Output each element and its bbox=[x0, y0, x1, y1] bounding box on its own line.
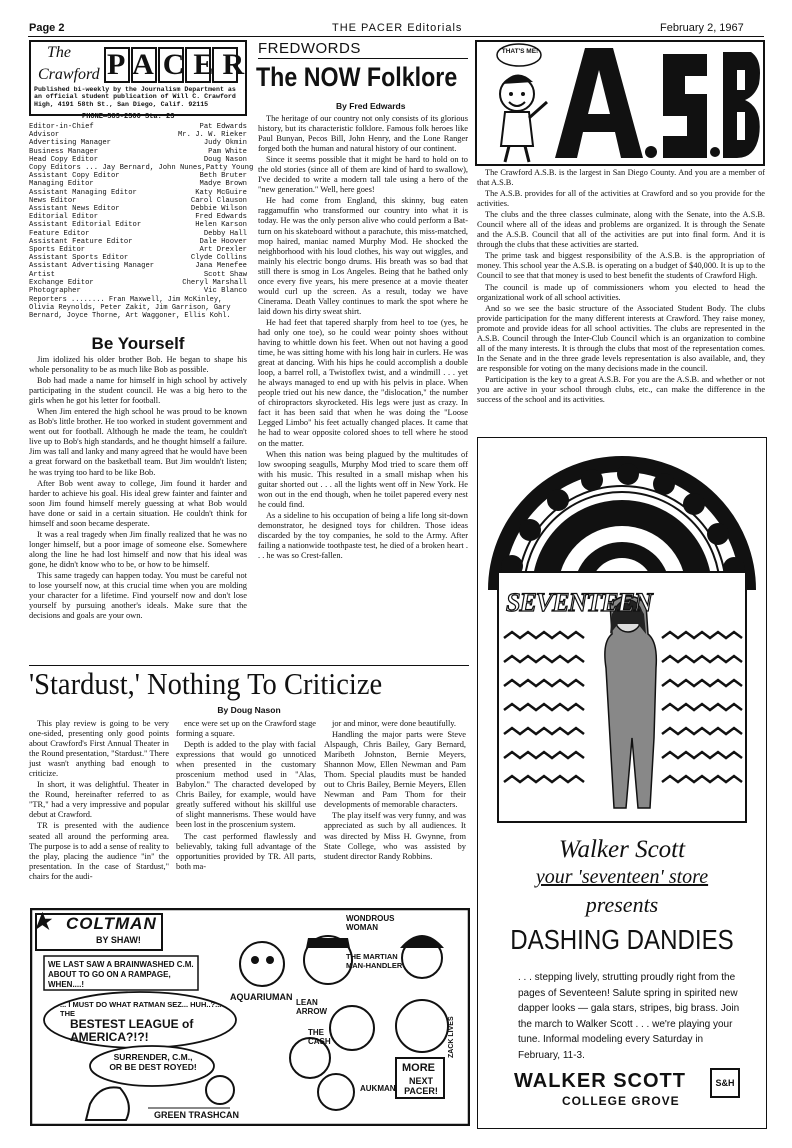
ad-your-store: your 'seventeen' store bbox=[535, 866, 709, 888]
staff-name: Pam White bbox=[208, 147, 247, 156]
staff-row bbox=[29, 139, 247, 147]
staff-row bbox=[29, 279, 247, 287]
paragraph: It was a real tragedy when Jim finally realized that he was no longer himself, but a poor image of someone else. Somewhere along the line he had lost himself and now that his ideal was gone, he didn't know who to be, or how to be himself. bbox=[29, 529, 247, 569]
staff-role: Advertising Manager bbox=[29, 139, 111, 148]
staff-row bbox=[29, 148, 247, 156]
label-next: NEXT PACER! bbox=[404, 1076, 438, 1096]
staff-role: Exchange Editor bbox=[29, 278, 94, 287]
staff-role: Assistant Advertising Manager bbox=[29, 262, 155, 271]
walker-scott-ad bbox=[477, 437, 767, 1129]
staff-name: Art Drexler bbox=[199, 246, 247, 255]
staff-row bbox=[29, 189, 247, 197]
staff-row bbox=[29, 262, 247, 270]
coltman-cartoon bbox=[30, 908, 470, 1126]
staff-name: Fred Edwards bbox=[195, 213, 247, 222]
staff-role: Head Copy Editor bbox=[29, 155, 99, 164]
header-rule bbox=[28, 36, 764, 37]
staff-row bbox=[29, 123, 247, 131]
pacer-wordmark: PACER bbox=[107, 48, 254, 81]
staff-name: Jana Menefee bbox=[195, 262, 247, 271]
stardust-title: 'Stardust,' Nothing To Criticize bbox=[29, 666, 383, 701]
staff-role: Photographer bbox=[29, 287, 81, 296]
staff-role: Assistant Feature Editor bbox=[29, 237, 133, 246]
staff-role: Assistant Sports Editor bbox=[29, 254, 129, 263]
staff-role: News Editor bbox=[29, 196, 77, 205]
fredwords-kicker: FREDWORDS bbox=[258, 40, 361, 57]
staff-name: Cheryl Marshall bbox=[182, 278, 247, 287]
staff-name: Patty Young bbox=[205, 164, 254, 173]
staff-row bbox=[29, 221, 247, 229]
ad-store-name: WALKER SCOTT bbox=[514, 1070, 686, 1092]
staff-row bbox=[29, 205, 247, 213]
staff-name: Debbie Wilson bbox=[190, 205, 247, 214]
be-yourself-title: Be Yourself bbox=[91, 334, 185, 353]
staff-name: Vic Blanco bbox=[203, 287, 247, 296]
issue-date: February 2, 1967 bbox=[660, 22, 744, 34]
staff-name: Katy McGuire bbox=[195, 188, 247, 197]
cartoon-speech-1b: BESTEST LEAGUE of AMERICA?!?! bbox=[70, 1017, 194, 1044]
staff-name: Pat Edwards bbox=[199, 123, 247, 131]
paragraph: When this nation was being plagued by the multitudes of low swooping seagulls, Murphy Mod tried to scare them off with his music. This resulted in a small mishap when his guitar shorted out . . . all the lights went off in New York. He won out in the end though, when he toilet papered every nest he could find. bbox=[258, 449, 468, 509]
masthead-crawford: Crawford bbox=[38, 66, 100, 83]
staff-name: Scott Shaw bbox=[203, 270, 247, 279]
paragraph: Handling the major parts were Steve Alspaugh, Chris Bailey, Gary Bernard, Maribeth Johnston, Bernie Meyers, Shannon Mow, Ellen Newman and Pam Thom. Special plaudits must be handed out to Chris Bailey, Bernie Meyers, Ellen Newman and Pam Thom for their developments of memorable characters. bbox=[324, 730, 466, 810]
staff-name: Carol Clauson bbox=[190, 196, 247, 205]
staff-role: Assistant Managing Editor bbox=[29, 188, 137, 197]
paragraph: The cast performed flawlessly and believably, taking full advantage of the opportunities provided by TR. All parts, both ma- bbox=[176, 831, 316, 871]
paragraph: And so we see the basic structure of the Associated Student Body. The clubs provide participation for the many different interests at Crawford. They raise money, promote and provide ideas for all school activities. The clubs are represented in the A.S.B. Council through the Inter-Club Council which is an organization to combine all of the many interests. It is through the clubs that most of the representation comes. In the Senate and in the three grade levels representation is also available, and, they are responsible for voting on the many decisions made in the council. bbox=[477, 303, 765, 373]
stardust-col3 bbox=[324, 719, 466, 863]
asb-banner-art bbox=[475, 40, 765, 166]
paragraph: This same tragedy can happen today. You must be careful not to lose yourself now, at this crucial time when you are molding your character for a lifetime. Find yourself now and don't lose yourself by pursuing another's ideals. Make sure that the decisions and goals are your own. bbox=[29, 570, 247, 621]
cartoon-signature: ZACK LIVES bbox=[448, 1016, 455, 1058]
asb-body bbox=[477, 168, 765, 406]
staff-role: Artist bbox=[29, 270, 55, 279]
staff-row bbox=[29, 271, 247, 279]
ad-dashing-dandies: DASHING DANDIES bbox=[510, 924, 734, 955]
cartoon-title: COLTMAN bbox=[66, 914, 157, 933]
ad-magazine-logo: SEVENTEEN bbox=[506, 588, 652, 617]
staff-row bbox=[29, 197, 247, 205]
staff-name: Dale Hoover bbox=[199, 237, 247, 246]
paragraph: The council is made up of commissioners whom you elected to head the organizational work of all school activities. bbox=[477, 282, 765, 302]
staff-role: Managing Editor bbox=[29, 180, 94, 189]
fredwords-title: The NOW Folklore bbox=[256, 62, 458, 92]
label-aukman: AUKMAN bbox=[360, 1084, 396, 1093]
label-cash: THE CASH bbox=[308, 1028, 331, 1046]
fredwords-body bbox=[258, 114, 468, 562]
staff-role: Business Manager bbox=[29, 147, 99, 156]
masthead-the: The bbox=[47, 44, 71, 61]
staff-name: Helen Karson bbox=[195, 221, 247, 230]
staff-role: Sports Editor bbox=[29, 246, 86, 255]
paragraph: As a sideline to his occupation of being a life long sit-down demonstrator, he designed toys for children. Those ideas discarded by the toy companies, he sold to the Army. After failing a nationwide toothpaste test, he died of a broken heart . . . he was so Crest-fallen. bbox=[258, 510, 468, 561]
section-header: THE PACER Editorials bbox=[332, 22, 463, 34]
asb-banner bbox=[475, 40, 765, 166]
asb-letters bbox=[560, 48, 562, 49]
cartoon-speech-2: SURRENDER, C.M., OR BE DEST ROYED! bbox=[109, 1052, 197, 1072]
paragraph: The play itself was very funny, and was appreciated as such by all audiences. It was directed by Miss H. Gwynne, from State College, who was assisted by student director Randy Robbins. bbox=[324, 811, 466, 861]
label-wondrous: WONDROUS WOMAN bbox=[346, 914, 395, 932]
paragraph: He had come from England, this skinny, bug eaten raggamuffin who transformed our country into what it is today. He was the only person alive who could perform a Bat-turn on his skateboard without a parachute, this miss-matched, mop haired, maniac named Murphy Mod. He shocked the neighborhood with his loud clothes, his way out wiggles, and mainly his electric bongo drums. His breath was so bad that still there is smog in Los Angeles. Being that he bathed only once every five years, his mere presence at a movie theater would curl up the screen. As a result, today we have Cinerama. Death Valley continues to mark the spot where he laid down his dirty sweat shirt. bbox=[258, 196, 468, 316]
stardust-byline: By Doug Nason bbox=[217, 705, 281, 715]
staff-name: Doug Nason bbox=[203, 155, 247, 164]
staff-name: Debby Hall bbox=[203, 229, 247, 238]
ad-presents: presents bbox=[585, 892, 659, 917]
paragraph: Bob had made a name for himself in high school by actively participating in the student council. He was a big hero to the girls when he got his letter for football. bbox=[29, 376, 247, 406]
masthead-published: Published bi-weekly by the Journalism Department as an official student publication of Will C. Crawford High, 4191 58th St., San Diego, Calif. 92115 bbox=[34, 86, 236, 108]
be-yourself-body bbox=[29, 355, 247, 622]
paragraph: The prime task and biggest responsibility of the A.S.B. is the appropriation of money. This school year the A.S.B. is operating on a budget of $40,000. It is up to the Council to see that that money is used to best benefit the students of Crawford High. bbox=[477, 251, 765, 281]
staff-role: Copy Editors ... Jay Bernard, John Nunes, bbox=[29, 164, 206, 173]
label-lean: LEAN ARROW bbox=[296, 998, 328, 1016]
ad-arch-art bbox=[478, 438, 766, 831]
cartoon-speech-1a: ... I MUST DO WHAT RATMAN SEZ... HUH..?... THE bbox=[60, 1000, 222, 1018]
paragraph: Depth is added to the play with facial expressions that would go unnoticed when presented in the customary proscenium method used in "Alas, Babylon." The characted developed by Chris Bailey, for example, would have greatly suffered without his skillful use of slight mannerisms. These would have been lost in the proscenium system. bbox=[176, 740, 316, 830]
staff-row bbox=[29, 213, 247, 221]
paragraph: The heritage of our country not only consists of its glorious history, but its characteristic folklore. Famous folk heroes like Paul Bunyan, Pecos Bill, John Henry, and the Lone Ranger forged both the human and natural history of our continent. bbox=[258, 114, 468, 154]
cartoon-by: BY SHAW! bbox=[96, 935, 141, 945]
sh-stamp-icon: S&H bbox=[710, 1068, 740, 1098]
staff-row bbox=[29, 156, 247, 164]
ad-store-location: COLLEGE GROVE bbox=[562, 1094, 680, 1108]
page-number: Page 2 bbox=[29, 22, 65, 34]
staff-role: Editor-in-Chief bbox=[29, 123, 94, 131]
paragraph: The Crawford A.S.B. is the largest in San Diego County. And you are a member of that A.S.B. bbox=[477, 168, 765, 188]
label-trash: GREEN TRASHCAN bbox=[154, 1110, 240, 1120]
paragraph: TR is presented with the audience seated all around the performing area. The purpose is to add a sense of reality to the play, placing the audience "in" the presentation. In the case of Stardust," chairs for the audi- bbox=[29, 821, 169, 881]
staff-name: Clyde Collins bbox=[190, 254, 247, 263]
fredwords-rule bbox=[258, 58, 468, 59]
staff-role: Assistant News Editor bbox=[29, 205, 120, 214]
masthead-phone: PHONE—583-2500 Sta. 23 bbox=[82, 113, 175, 121]
staff-row bbox=[29, 180, 247, 188]
staff-name: Mr. J. W. Rieker bbox=[177, 131, 247, 140]
staff-role: Assistant Copy Editor bbox=[29, 172, 120, 181]
label-martian: THE MARTIAN MAN-HANDLER bbox=[346, 952, 403, 970]
staff-role: Advisor bbox=[29, 131, 60, 140]
paragraph: ence were set up on the Crawford stage forming a square. bbox=[176, 719, 316, 739]
label-more: MORE bbox=[402, 1062, 435, 1074]
paragraph: The A.S.B. provides for all of the activities at Crawford and so you provide for the activities. bbox=[477, 189, 765, 209]
paragraph: When Jim entered the high school he was proud to be known as Bob's little brother. He too worked in student government and went out for football. Although he made the team, he couldn't live up to Bob's high standards, and he thought himself a failure. Jim was tall and lanky and many agreed that he would have been a great forward on the basketball team. But Jim wouldn't listen; he was trying too hard to be like Bob. bbox=[29, 407, 247, 477]
label-aquariuman: AQUARIUMAN bbox=[230, 992, 293, 1002]
paragraph: In short, it was delightful. Theater in the Round, hereinafter referred to as "TR," had a very impressive and popular debut at Crawford. bbox=[29, 780, 169, 820]
paragraph: jor and minor, were done beautifully. bbox=[332, 719, 457, 728]
staff-role: Feature Editor bbox=[29, 229, 90, 238]
staff-box bbox=[29, 123, 254, 296]
paragraph: Since it seems possible that it might be hard to hold on to the old stories (since all of them are kind of hard to swallow), I've decided to write a modern tall tale using a hero of the "new generation." Well, here goes! bbox=[258, 155, 468, 195]
paragraph: Jim idolized his older brother Bob. He began to shape his whole personality to be as much like Bob as possible. bbox=[29, 355, 247, 375]
staff-row bbox=[29, 287, 247, 295]
fredwords-byline: By Fred Edwards bbox=[336, 101, 406, 111]
paragraph: Participation is the key to a great A.S.B. For you are the A.S.B. and whether or not you are active in your school through clubs, etc., can make the difference in the success of the school and its activities. bbox=[477, 374, 765, 405]
staff-row bbox=[29, 230, 247, 238]
paragraph: This play review is going to be very one-sided, presenting only good points about Crawford's First Annual Theater in the Round presentation, "Stardust." There just wasn't anything bad enough to criticize. bbox=[29, 719, 169, 779]
staff-row bbox=[29, 172, 247, 180]
paragraph: After Bob went away to college, Jim found it harder and harder to achieve his goal. His ideal grew fainter and fainter and soon Jim found himself merely guessing at what Bob would have done or said in a certain situation. He couldn't think for himself and soon became desperate. bbox=[29, 478, 247, 528]
stardust-col2 bbox=[176, 719, 316, 873]
paragraph: The clubs and the three classes culminate, along with the Senate, into the A.S.B. Council where all of the ideas and problems are organized. It is through the Senate and the A.S.B. Council that all of the activities are put into final form. And it is through the clubs that these activities are started. bbox=[477, 210, 765, 250]
stardust-col1 bbox=[29, 719, 169, 883]
staff-row bbox=[29, 254, 247, 262]
ad-body: . . . stepping lively, strutting proudly right from the pages of Seventeen! Salute spring in spirited new dapper looks — gala stars, stripes, big brass. Join the march to Walker Scott . . . we're playing your tune. Informal modeling every Saturday in February, 11-3. bbox=[518, 972, 740, 1061]
ad-walker-script: Walker Scott bbox=[558, 836, 686, 863]
staff-role: Assistant Editorial Editor bbox=[29, 221, 142, 230]
staff-name: Madye Brown bbox=[199, 180, 247, 189]
staff-row bbox=[29, 131, 247, 139]
staff-role: Editorial Editor bbox=[29, 213, 99, 222]
staff-row bbox=[29, 238, 247, 246]
asb-bubble: THAT'S ME! bbox=[501, 48, 539, 55]
cartoon-caption: WE LAST SAW A BRAINWASHED C.M. ABOUT TO GO ON A RAMPAGE, WHEN....! bbox=[48, 960, 194, 989]
staff-row bbox=[29, 246, 247, 254]
staff-reporters: Reporters ........ Fran Maxwell, Jim McKinley, Olivia Reynolds, Peter Zakit, Jim Garrison, Gary Bernard, Joyce Thorne, Art Waggoner, Ellis Kohl. bbox=[29, 296, 231, 320]
paragraph: He had feet that tapered sharply from heel to toe (yes, he had only one toe), so he could wear pointy shoes without having to whittle down his feet. When out not having a good time, he was sitting home with his long hair in curlers. He was great at dancing. With his hips he could accomplish a double loop, a barrel roll, a Twistoflex twist, and a windmill . . . yet he always managed to end up with his pelvis in place. When people tried out his new dance, the "dislocation," the number of chiropractors skyrocketed. His legs were just as crazy. In fact it has been said that when he was doing the "Loose Legged Limbo" his feet actually changed places. It came that he had to wear opposite colored shoes to tell where he stood on the matter. bbox=[258, 317, 468, 448]
staff-row bbox=[29, 164, 254, 173]
staff-name: Beth Bruter bbox=[199, 172, 247, 181]
staff-name: Judy Okmin bbox=[203, 139, 247, 148]
